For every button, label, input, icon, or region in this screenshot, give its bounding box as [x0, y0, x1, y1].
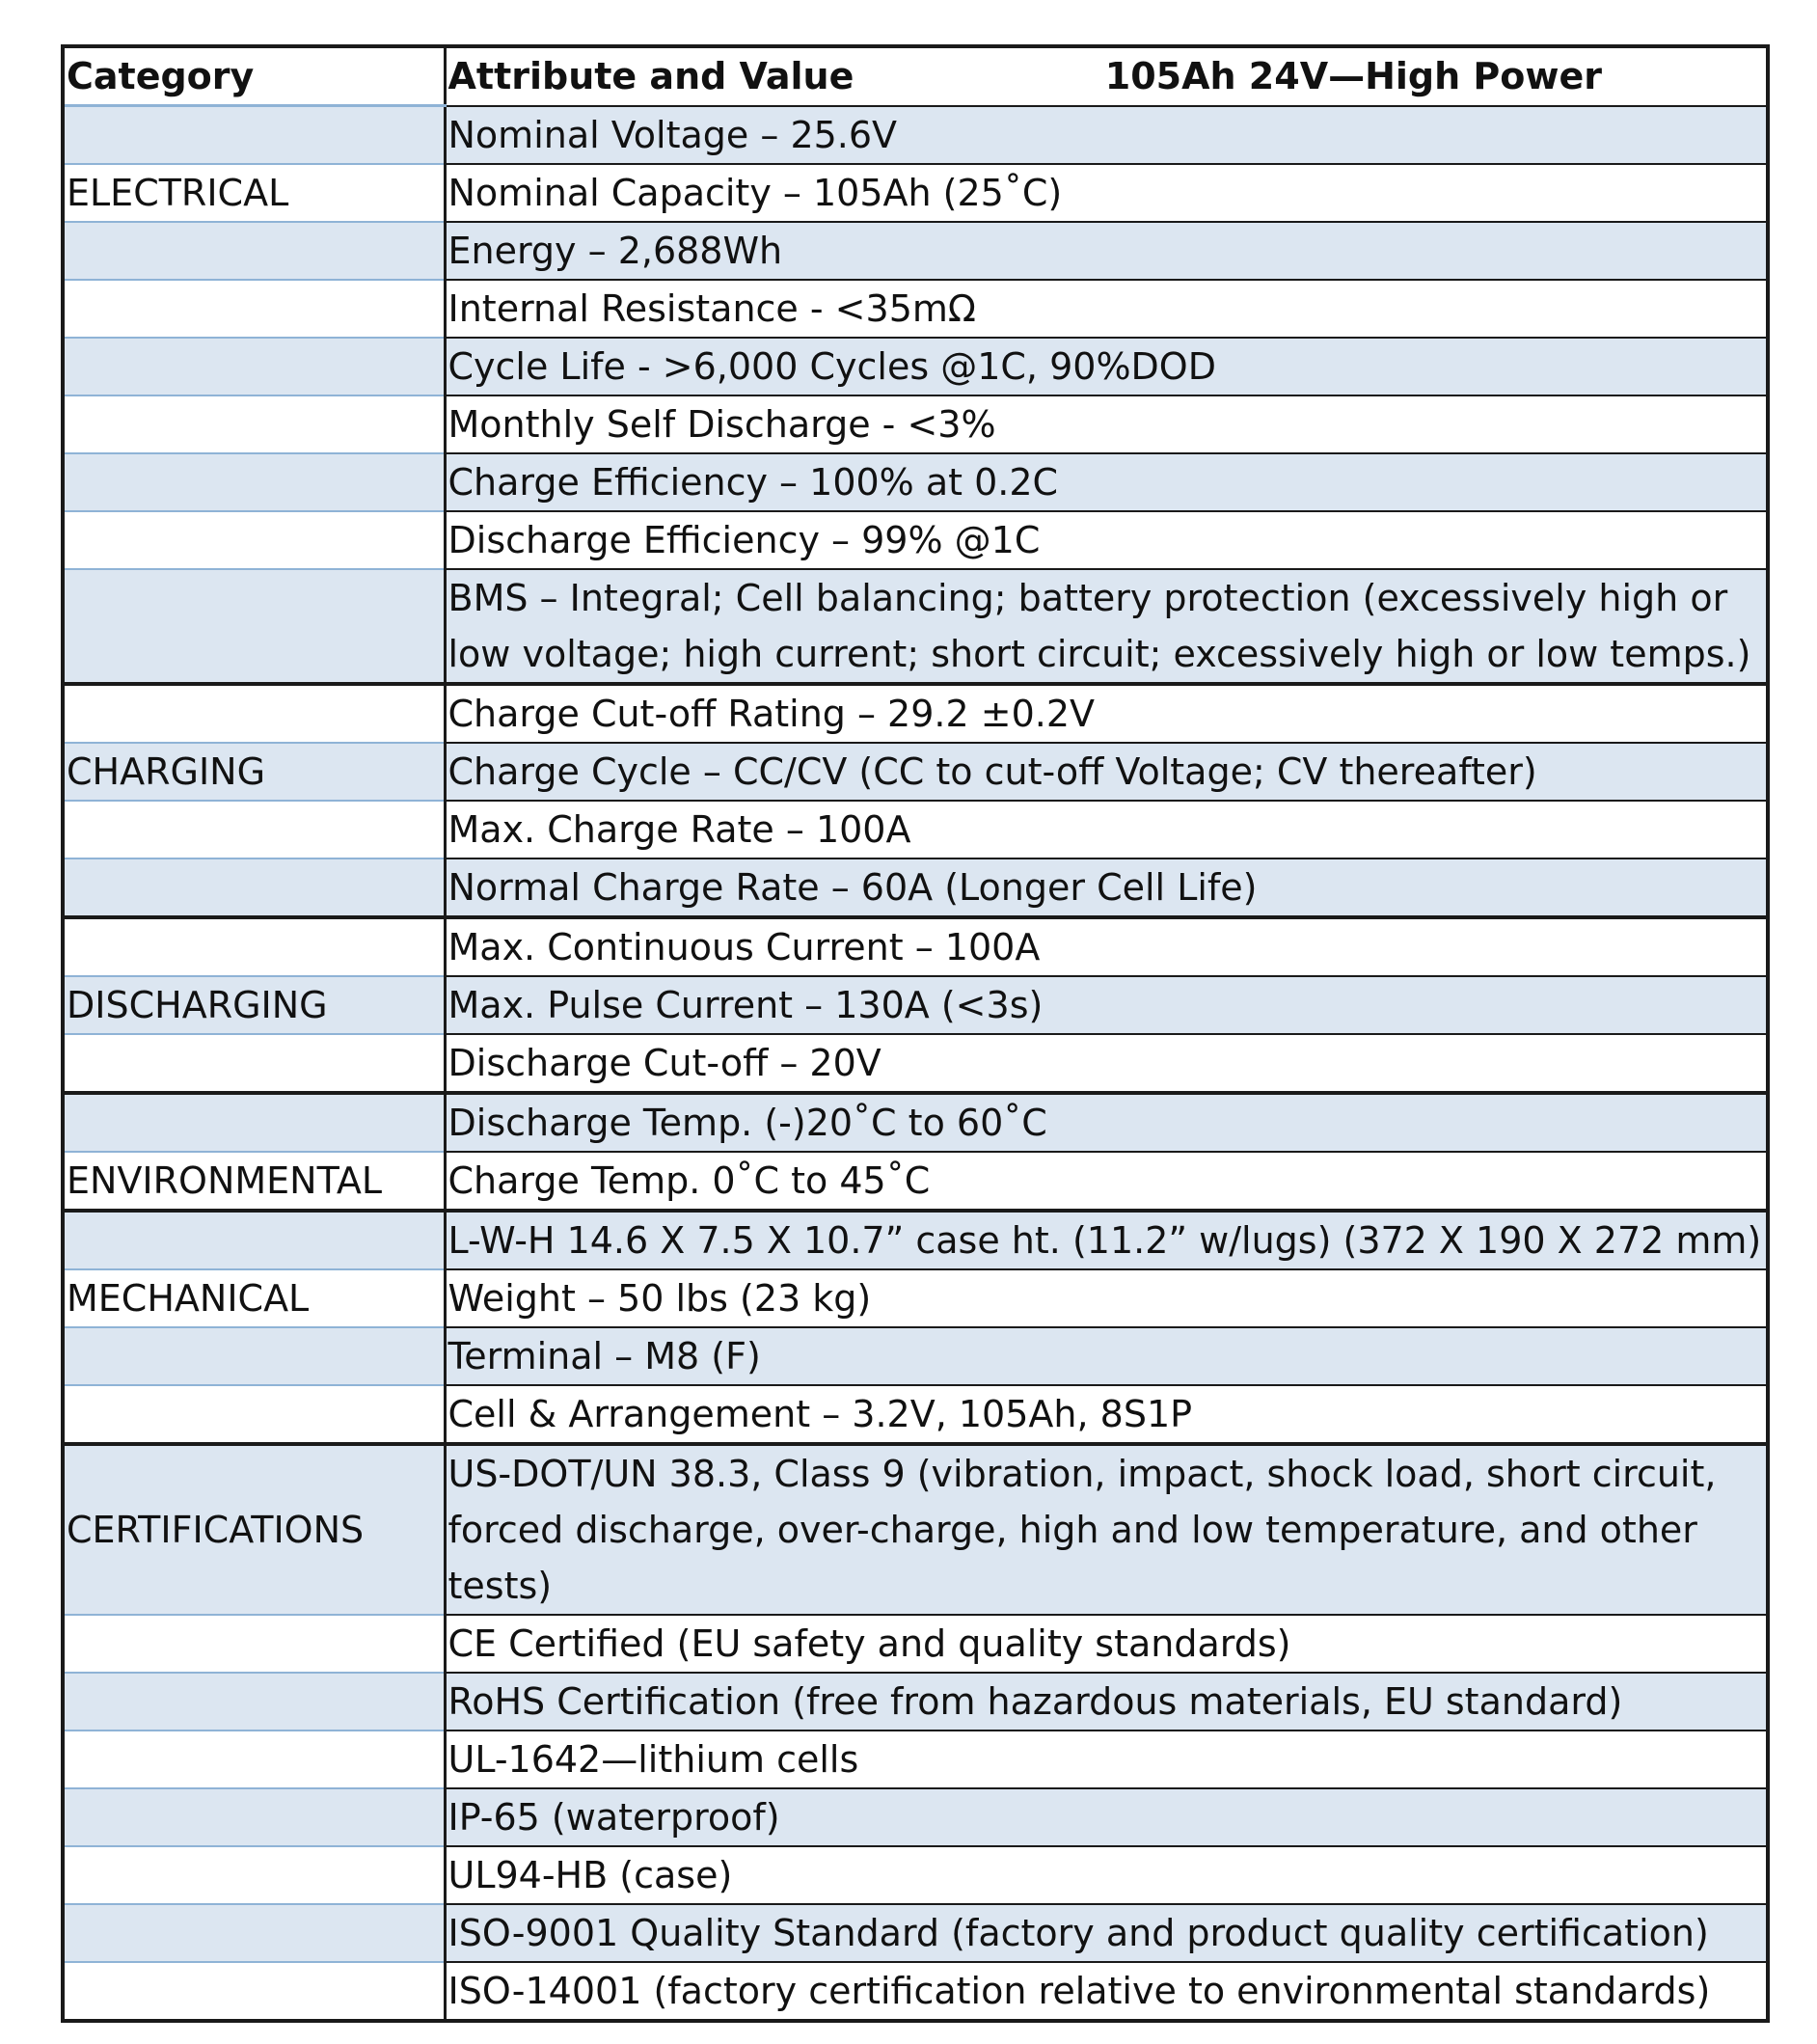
category-cell: ENVIRONMENTAL — [63, 1152, 445, 1211]
value-cell: BMS – Integral; Cell balancing; battery protection (excessively high or low voltage; high current; short circuit; excessively high or low temps.) — [445, 569, 1768, 684]
header-row — [63, 46, 1768, 106]
table-row — [63, 280, 1768, 338]
value-cell: US-DOT/UN 38.3, Class 9 (vibration, impact, shock load, short circuit, forced discharge, over-charge, high and low temperature, and other tests) — [445, 1444, 1768, 1615]
value-cell: ISO-9001 Quality Standard (factory and product quality certification) — [445, 1904, 1768, 1962]
value-cell: RoHS Certification (free from hazardous materials, EU standard) — [445, 1673, 1768, 1731]
table-row — [63, 1615, 1768, 1673]
category-cell — [63, 858, 445, 917]
table-row — [63, 1327, 1768, 1385]
table-row — [63, 222, 1768, 280]
table-row — [63, 106, 1768, 164]
value-cell: CE Certified (EU safety and quality standards) — [445, 1615, 1768, 1673]
header-model: 105Ah 24V—High Power — [1104, 55, 1602, 98]
category-cell — [63, 453, 445, 511]
value-cell: Max. Continuous Current – 100A — [445, 917, 1768, 976]
table-row — [63, 395, 1768, 453]
table-row — [63, 1093, 1768, 1152]
table-row — [63, 1152, 1768, 1211]
table-row — [63, 801, 1768, 858]
category-cell — [63, 917, 445, 976]
category-cell — [63, 1673, 445, 1731]
value-cell: L-W-H 14.6 X 7.5 X 10.7” case ht. (11.2” w/lugs) (372 X 190 X 272 mm) — [445, 1211, 1768, 1269]
table-row — [63, 1962, 1768, 2021]
category-cell — [63, 511, 445, 569]
category-cell: CHARGING — [63, 743, 445, 801]
category-cell — [63, 1093, 445, 1152]
category-cell — [63, 1327, 445, 1385]
category-cell — [63, 338, 445, 395]
value-cell: Monthly Self Discharge - <3% — [445, 395, 1768, 453]
table-row — [63, 917, 1768, 976]
value-cell: Max. Pulse Current – 130A (<3s) — [445, 976, 1768, 1034]
value-cell: Nominal Voltage – 25.6V — [445, 106, 1768, 164]
category-cell — [63, 801, 445, 858]
table-row — [63, 1788, 1768, 1846]
category-cell — [63, 280, 445, 338]
table-row — [63, 976, 1768, 1034]
table-row — [63, 1444, 1768, 1615]
category-cell — [63, 106, 445, 164]
category-cell — [63, 1904, 445, 1962]
category-cell — [63, 569, 445, 684]
value-cell: Discharge Efficiency – 99% @1C — [445, 511, 1768, 569]
value-cell: Cell & Arrangement – 3.2V, 105Ah, 8S1P — [445, 1385, 1768, 1444]
value-cell: UL-1642—lithium cells — [445, 1731, 1768, 1788]
table-row — [63, 1846, 1768, 1904]
table-row — [63, 1904, 1768, 1962]
spec-table — [61, 44, 1770, 2023]
category-cell — [63, 1731, 445, 1788]
table-row — [63, 1673, 1768, 1731]
table-row — [63, 1034, 1768, 1093]
category-cell — [63, 1034, 445, 1093]
table-row — [63, 1269, 1768, 1327]
category-cell — [63, 1385, 445, 1444]
category-cell: ELECTRICAL — [63, 164, 445, 222]
category-cell: MECHANICAL — [63, 1269, 445, 1327]
table-row — [63, 453, 1768, 511]
category-cell — [63, 1962, 445, 2021]
table-row — [63, 858, 1768, 917]
value-cell: Charge Cut-off Rating – 29.2 ±0.2V — [445, 684, 1768, 743]
value-cell: Weight – 50 lbs (23 kg) — [445, 1269, 1768, 1327]
table-row — [63, 1385, 1768, 1444]
value-cell: Discharge Cut-off – 20V — [445, 1034, 1768, 1093]
category-cell — [63, 1211, 445, 1269]
value-cell: Max. Charge Rate – 100A — [445, 801, 1768, 858]
value-cell: Nominal Capacity – 105Ah (25˚C) — [445, 164, 1768, 222]
table-row — [63, 743, 1768, 801]
value-cell: UL94-HB (case) — [445, 1846, 1768, 1904]
header-attribute: Attribute and Value — [447, 55, 854, 98]
category-cell — [63, 395, 445, 453]
header-category: Category — [63, 46, 445, 106]
category-cell — [63, 684, 445, 743]
value-cell: Charge Efficiency – 100% at 0.2C — [445, 453, 1768, 511]
table-row — [63, 338, 1768, 395]
category-cell: DISCHARGING — [63, 976, 445, 1034]
table-row — [63, 1211, 1768, 1269]
value-cell: Discharge Temp. (-)20˚C to 60˚C — [445, 1093, 1768, 1152]
table-row — [63, 511, 1768, 569]
category-cell — [63, 222, 445, 280]
value-cell: Terminal – M8 (F) — [445, 1327, 1768, 1385]
category-cell — [63, 1788, 445, 1846]
table-row — [63, 569, 1768, 684]
value-cell: ISO-14001 (factory certification relative to environmental standards) — [445, 1962, 1768, 2021]
value-cell: Charge Temp. 0˚C to 45˚C — [445, 1152, 1768, 1211]
value-cell: Energy – 2,688Wh — [445, 222, 1768, 280]
category-cell — [63, 1846, 445, 1904]
table-row — [63, 164, 1768, 222]
category-cell: CERTIFICATIONS — [63, 1444, 445, 1615]
value-cell: IP-65 (waterproof) — [445, 1788, 1768, 1846]
value-cell: Normal Charge Rate – 60A (Longer Cell Life) — [445, 858, 1768, 917]
category-cell — [63, 1615, 445, 1673]
spec-body — [63, 106, 1768, 2021]
value-cell: Cycle Life - >6,000 Cycles @1C, 90%DOD — [445, 338, 1768, 395]
table-row — [63, 1731, 1768, 1788]
value-cell: Charge Cycle – CC/CV (CC to cut-off Voltage; CV thereafter) — [445, 743, 1768, 801]
value-cell: Internal Resistance - <35mΩ — [445, 280, 1768, 338]
table-row — [63, 684, 1768, 743]
header-attribute-cell — [445, 46, 1768, 106]
